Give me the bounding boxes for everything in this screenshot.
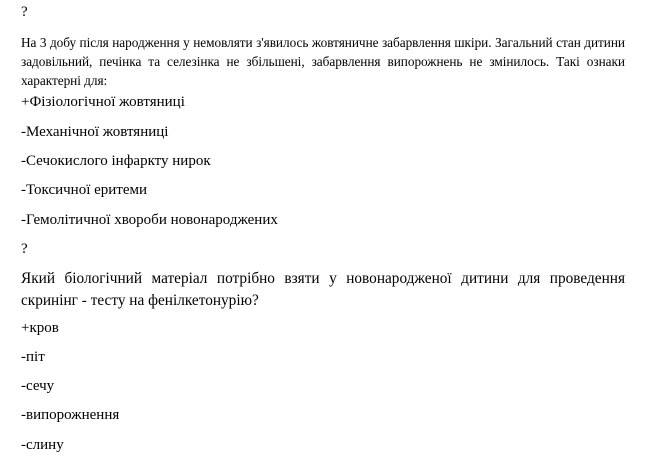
question-1-answer-1: +Фізіологічної жовтяниці bbox=[21, 94, 185, 110]
question-2-answer-3: -сечу bbox=[21, 378, 55, 394]
question-2-answer-1: +кров bbox=[21, 320, 59, 336]
question-2-text: Який біологічний матеріал потрібно взяти у новонародженої дитини для проведення скринінг - тесту на фенілкетонурію? bbox=[21, 270, 625, 309]
question-2-answer-2: -піт bbox=[21, 349, 45, 365]
question-1-text: На 3 добу після народження у немовляти з'явилось жовтяничне забарвлення шкіри. Загальний стан дитини задовільний, печінка та селезінка не збільшені, забарвлення випорожнень не змінилось. Такі ознаки характерні для: bbox=[21, 35, 625, 88]
question-1-answer-5: -Гемолітичної хвороби новонароджених bbox=[21, 212, 278, 228]
question-2-marker: ? bbox=[21, 241, 28, 257]
question-2-answer-5: -слину bbox=[21, 437, 64, 453]
question-1-answer-2: -Механічної жовтяниці bbox=[21, 124, 169, 140]
question-1-answer-4: -Токсичної еритеми bbox=[21, 182, 148, 198]
question-1-marker: ? bbox=[21, 4, 28, 20]
question-1-answer-3: -Сечокислого інфаркту нирок bbox=[21, 153, 211, 169]
question-2-answer-4: -випорожнення bbox=[21, 407, 120, 423]
